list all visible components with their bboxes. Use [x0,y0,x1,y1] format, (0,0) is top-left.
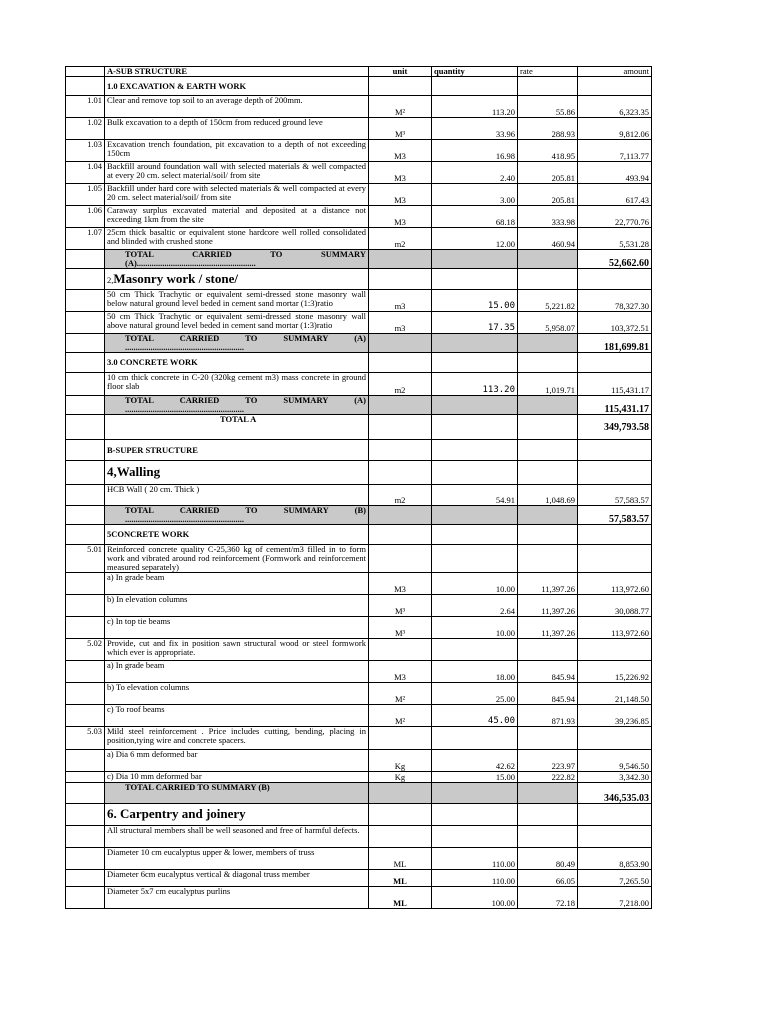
item-number: 5.03 [66,727,105,750]
item-description: b) In elevation columns [105,595,369,617]
item-rate [518,334,578,353]
col-description-header: A-SUB STRUCTURE [105,67,369,77]
item-number: 1.02 [66,118,105,140]
item-amount: 115,431.17 [578,373,652,396]
item-quantity [432,250,518,269]
item-rate: 11,397.26 [518,573,578,595]
item-quantity: 15.00 [432,290,518,312]
item-rate [518,415,578,440]
item-number [66,461,105,485]
section-heading-row [66,353,652,373]
item-description: c) In top tie beams [105,617,369,639]
item-unit: M3 [369,140,432,162]
item-number [66,77,105,96]
total-amount: 115,431.17 [578,396,652,415]
item-rate [518,804,578,826]
item-number [66,750,105,772]
item-description: Excavation trench foundation, pit excavation to a depth of not exceeding 150cm [105,140,369,162]
item-number: 1.05 [66,184,105,206]
item-quantity: 16.98 [432,140,518,162]
item-unit: M³ [369,595,432,617]
item-description: 25cm thick basaltic or equivalent stone hardcore well rolled consolidated and blinded with crushed stone [105,228,369,250]
item-rate: 11,397.26 [518,595,578,617]
item-description [105,269,369,290]
table-row [66,826,652,848]
table-row [66,96,652,118]
item-rate [518,461,578,485]
item-quantity: 2.40 [432,162,518,184]
item-description: Backfill under hard core with selected materials & well compacted at every 20 cm. select material/soil/ from site [105,184,369,206]
item-amount [578,461,652,485]
item-description: 50 cm Thick Trachytic or equivalent semi-dressed stone masonry wall above natural ground level beded in cement sand mortar (1:3)ratio [105,312,369,334]
item-quantity [432,77,518,96]
item-quantity [432,334,518,353]
item-rate: 55.86 [518,96,578,118]
item-quantity: 10.00 [432,573,518,595]
item-amount: 22,770.76 [578,206,652,228]
item-quantity [432,545,518,573]
item-description: TOTAL A [105,415,369,440]
item-rate: 333.98 [518,206,578,228]
table-row [66,545,652,573]
item-description: 1.0 EXCAVATION & EARTH WORK [105,77,369,96]
item-quantity [432,440,518,461]
item-unit [369,250,432,269]
item-number [66,290,105,312]
item-number [66,353,105,373]
item-number [66,250,105,269]
item-number [66,334,105,353]
table-row [66,373,652,396]
item-amount [578,727,652,750]
item-rate: 66.05 [518,870,578,887]
item-rate [518,826,578,848]
item-amount: 21,148.50 [578,683,652,705]
item-quantity: 17.35 [432,312,518,334]
item-unit: M² [369,96,432,118]
item-quantity: 2.64 [432,595,518,617]
item-description: 50 cm Thick Trachytic or equivalent semi-dressed stone masonry wall below natural ground level beded in cement sand mortar (1:3)ratio [105,290,369,312]
item-amount: 7,265.50 [578,870,652,887]
section-title: 6. Carpentry and joinery [107,806,246,821]
item-number [66,269,105,290]
col-no-header [66,67,105,77]
item-number [66,683,105,705]
item-number [66,826,105,848]
table-row [66,312,652,334]
total-amount: 346,535.03 [578,783,652,804]
item-amount [578,639,652,661]
item-number [66,440,105,461]
item-unit [369,353,432,373]
item-quantity [432,415,518,440]
item-rate: 460.94 [518,228,578,250]
item-amount: 8,853.90 [578,848,652,870]
item-unit: m2 [369,228,432,250]
item-rate [518,77,578,96]
item-number [66,396,105,415]
item-quantity: 68.18 [432,206,518,228]
total-amount: 181,699.81 [578,334,652,353]
table-row [66,290,652,312]
item-amount: 113,972.60 [578,573,652,595]
item-rate [518,396,578,415]
item-unit: Kg [369,772,432,783]
item-rate: 418.95 [518,140,578,162]
item-rate [518,639,578,661]
total-row [66,783,652,804]
item-number: 5.01 [66,545,105,573]
item-quantity: 15.00 [432,772,518,783]
item-number: 1.03 [66,140,105,162]
item-number [66,506,105,525]
item-number: 1.06 [66,206,105,228]
item-unit [369,506,432,525]
table-row [66,727,652,750]
section-title: 4,Walling [107,464,161,479]
item-quantity [432,269,518,290]
item-number [66,705,105,727]
item-description: HCB Wall ( 20 cm. Thick ) [105,485,369,506]
item-unit: M3 [369,661,432,683]
item-rate [518,269,578,290]
item-rate: 845.94 [518,661,578,683]
item-quantity: 54.91 [432,485,518,506]
item-number: 5.02 [66,639,105,661]
col-rate-header: rate [518,67,578,77]
table-row [66,228,652,250]
item-quantity: 113.20 [432,96,518,118]
item-number: 1.07 [66,228,105,250]
grand-total-row [66,415,652,440]
item-unit: ML [369,848,432,870]
item-description: All structural members shall be well seasoned and free of harmful defects. [105,826,369,848]
table-row [66,617,652,639]
item-unit: M³ [369,617,432,639]
item-number [66,848,105,870]
item-quantity: 12.00 [432,228,518,250]
item-rate [518,727,578,750]
item-unit [369,727,432,750]
item-quantity: 33.96 [432,118,518,140]
item-unit [369,334,432,353]
item-unit [369,826,432,848]
item-number [66,485,105,506]
item-quantity [432,826,518,848]
total-amount: 52,662.60 [578,250,652,269]
item-amount: 113,972.60 [578,617,652,639]
item-unit: M² [369,705,432,727]
item-quantity: 110.00 [432,848,518,870]
item-amount: 3,342.30 [578,772,652,783]
item-quantity: 42.62 [432,750,518,772]
item-description: Caraway surplus excavated material and deposited at a distance not exceeding 1km from the site [105,206,369,228]
section-heading-row [66,77,652,96]
item-unit [369,804,432,826]
item-amount [578,353,652,373]
item-amount [578,804,652,826]
table-row [66,162,652,184]
table-row [66,661,652,683]
table-row [66,772,652,783]
col-unit-header: unit [369,67,432,77]
item-number [66,870,105,887]
item-description: a) Dia 6 mm deformed bar [105,750,369,772]
item-unit: M3 [369,162,432,184]
section-heading-row [66,804,652,826]
item-quantity [432,639,518,661]
item-amount [578,545,652,573]
item-amount [578,440,652,461]
total-row [66,334,652,353]
table-row [66,485,652,506]
item-amount: 57,583.57 [578,485,652,506]
item-quantity [432,353,518,373]
item-unit: M² [369,683,432,705]
total-row [66,396,652,415]
item-number [66,772,105,783]
item-unit: M3 [369,184,432,206]
item-number: 1.01 [66,96,105,118]
item-unit: Kg [369,750,432,772]
item-rate: 5,958.07 [518,312,578,334]
item-unit: M3 [369,573,432,595]
item-unit [369,525,432,545]
table-row [66,206,652,228]
item-rate: 845.94 [518,683,578,705]
item-unit: m2 [369,485,432,506]
item-description: Provide, cut and fix in position sawn structural wood or steel formwork which ever is appropriate. [105,639,369,661]
item-unit [369,461,432,485]
item-amount: 39,236.85 [578,705,652,727]
total-row [66,250,652,269]
item-rate [518,440,578,461]
item-unit [369,415,432,440]
item-description: Backfill around foundation wall with selected materials & well compacted at every 20 cm. select material/soil/ from site [105,162,369,184]
item-quantity: 100.00 [432,887,518,909]
item-quantity [432,396,518,415]
item-unit: m3 [369,290,432,312]
item-quantity [432,804,518,826]
item-number [66,525,105,545]
item-description: TOTAL CARRIED TO SUMMARY (A)........................................................ [105,250,369,269]
item-description: Clear and remove top soil to an average depth of 200mm. [105,96,369,118]
item-quantity [432,461,518,485]
table-row [66,705,652,727]
bill-of-quantities-table [65,66,652,909]
item-number [66,595,105,617]
item-unit [369,440,432,461]
item-unit: ML [369,887,432,909]
item-amount [578,525,652,545]
item-quantity [432,727,518,750]
item-description: 5CONCRETE WORK [105,525,369,545]
item-rate: 222.82 [518,772,578,783]
item-quantity: 113.20 [432,373,518,396]
table-row [66,870,652,887]
item-quantity: 45.00 [432,705,518,727]
item-amount: 78,327.30 [578,290,652,312]
item-amount [578,77,652,96]
section-heading-row [66,269,652,290]
item-amount [578,269,652,290]
section-heading-row [66,525,652,545]
item-amount: 617.43 [578,184,652,206]
item-number [66,661,105,683]
item-quantity: 3.00 [432,184,518,206]
item-quantity [432,783,518,804]
col-amount-header: amount [578,67,652,77]
item-amount: 7,113.77 [578,140,652,162]
total-row [66,506,652,525]
item-number [66,312,105,334]
item-amount: 493.94 [578,162,652,184]
item-description [105,461,369,485]
item-description: TOTAL CARRIED TO SUMMARY (A) ........................................................ [105,396,369,415]
table-row [66,683,652,705]
item-rate [518,783,578,804]
item-number [66,804,105,826]
table-row [66,848,652,870]
item-number [66,573,105,595]
item-description: c) To roof beams [105,705,369,727]
item-rate: 80.49 [518,848,578,870]
item-quantity: 110.00 [432,870,518,887]
header-row [66,67,652,77]
item-unit [369,783,432,804]
item-number [66,415,105,440]
item-rate [518,506,578,525]
item-quantity: 10.00 [432,617,518,639]
item-amount: 9,812.06 [578,118,652,140]
table-row [66,639,652,661]
item-quantity: 25.00 [432,683,518,705]
item-number [66,783,105,804]
item-rate [518,353,578,373]
item-description [105,804,369,826]
total-amount: 349,793.58 [578,415,652,440]
item-description: 3.0 CONCRETE WORK [105,353,369,373]
table-row [66,750,652,772]
item-description: B-SUPER STRUCTURE [105,440,369,461]
item-number [66,887,105,909]
item-rate: 288.93 [518,118,578,140]
item-rate: 5,221.82 [518,290,578,312]
item-amount [578,826,652,848]
item-unit [369,545,432,573]
item-description: a) In grade beam [105,573,369,595]
item-rate: 72.18 [518,887,578,909]
item-amount: 15,226.92 [578,661,652,683]
table-row [66,184,652,206]
item-amount: 6,323.35 [578,96,652,118]
item-description: Mild steel reinforcement . Price includes cutting, bending, placing in position,tying wire and concrete spacers. [105,727,369,750]
item-description: Diameter 10 cm eucalyptus upper & lower, members of truss [105,848,369,870]
item-rate [518,250,578,269]
item-unit: ML [369,870,432,887]
item-rate: 871.93 [518,705,578,727]
item-unit: m2 [369,373,432,396]
item-description: Diameter 6cm eucalyptus vertical & diagonal truss member [105,870,369,887]
item-amount: 5,531.28 [578,228,652,250]
item-description: TOTAL CARRIED TO SUMMARY (A) ........................................................ [105,334,369,353]
table-row [66,595,652,617]
item-rate [518,525,578,545]
item-quantity: 18.00 [432,661,518,683]
item-rate: 1,048.69 [518,485,578,506]
item-description: Bulk excavation to a depth of 150cm from reduced ground leve [105,118,369,140]
item-description: TOTAL CARRIED TO SUMMARY (B) [105,783,369,804]
item-rate [518,545,578,573]
item-rate: 11,397.26 [518,617,578,639]
table-row [66,140,652,162]
col-quantity-header: quantity [432,67,518,77]
total-amount: 57,583.57 [578,506,652,525]
item-rate: 205.81 [518,162,578,184]
item-number [66,373,105,396]
item-rate: 223.97 [518,750,578,772]
item-unit: M³ [369,118,432,140]
item-description: c) Dia 10 mm deformed bar [105,772,369,783]
table-row [66,118,652,140]
item-description: 10 cm thick concrete in C-20 (320kg cement m3) mass concrete in ground floor slab [105,373,369,396]
item-rate: 1,019.71 [518,373,578,396]
item-unit [369,269,432,290]
item-amount: 7,218.00 [578,887,652,909]
item-number [66,617,105,639]
item-description: TOTAL CARRIED TO SUMMARY (B) ........................................................ [105,506,369,525]
item-number: 1.04 [66,162,105,184]
item-unit [369,396,432,415]
item-quantity [432,525,518,545]
item-unit: m3 [369,312,432,334]
section-title: Masonry work / stone/ [113,270,238,286]
item-unit: M3 [369,206,432,228]
item-description: Reinforced concrete quality C-25,360 kg of cement/m3 filled in to form work and vibrated around rod reinforcement (Formwork and reinforcement measured separately) [105,545,369,573]
item-amount: 103,372.51 [578,312,652,334]
section-heading-row [66,440,652,461]
section-prefix: 2, [107,274,114,285]
item-description: a) In grade beam [105,661,369,683]
item-description: b) To elevation columns [105,683,369,705]
item-amount: 9,546.50 [578,750,652,772]
item-quantity [432,506,518,525]
item-description: Diameter 5x7 cm eucalyptus purlins [105,887,369,909]
item-unit [369,77,432,96]
table-row [66,573,652,595]
item-rate: 205.81 [518,184,578,206]
item-amount: 30,088.77 [578,595,652,617]
item-unit [369,639,432,661]
section-heading-row [66,461,652,485]
table-row [66,887,652,909]
